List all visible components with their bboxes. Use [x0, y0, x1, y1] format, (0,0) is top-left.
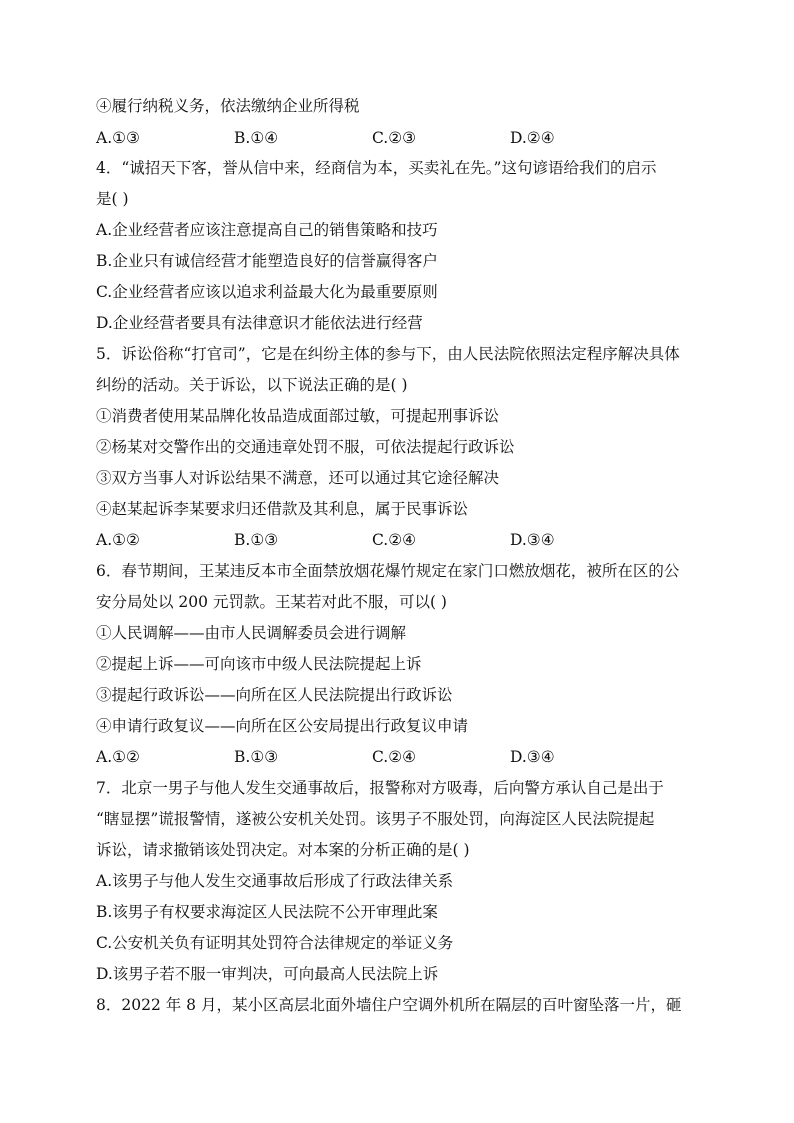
q4-option-c: C.企业经营者应该以追求利益最大化为最重要原则	[96, 283, 438, 301]
q4-option-b: B.企业只有诚信经营才能塑造良好的信誉赢得客户	[96, 252, 438, 270]
option-c: C.②④	[372, 531, 417, 549]
prev-options	[96, 128, 706, 148]
option-b: B.①④	[234, 129, 279, 147]
option-a: A.①②	[96, 748, 140, 766]
option-a: A.①②	[96, 531, 140, 549]
q8-stem-line1: 8．2022 年 8 月，某小区高层北面外墙住户空调外机所在隔层的百叶窗坠落一片，砸	[96, 996, 682, 1014]
q7-option-b: B.该男子有权要求海淀区人民法院不公开审理此案	[96, 903, 438, 921]
q6-item-2: ②提起上诉——可向该市中级人民法院提起上诉	[96, 655, 422, 673]
q6-item-3: ③提起行政诉讼——向所在区人民法院提出行政诉讼	[96, 686, 453, 704]
q7-stem-line1: 7．北京一男子与他人发生交通事故后，报警称对方吸毒，后向警方承认自己是出于	[96, 779, 664, 797]
option-b: B.①③	[234, 531, 279, 549]
option-d: D.③④	[510, 531, 555, 549]
q4-option-a: A.企业经营者应该注意提高自己的销售策略和技巧	[96, 221, 438, 239]
q6-item-4: ④申请行政复议——向所在区公安局提出行政复议申请	[96, 717, 469, 735]
q5-options	[96, 530, 706, 550]
q5-item-3: ③双方当事人对诉讼结果不满意，还可以通过其它途径解决	[96, 469, 500, 487]
q7-option-c: C.公安机关负有证明其处罚符合法律规定的举证义务	[96, 934, 454, 952]
q4-stem-line2: 是( )	[96, 190, 129, 208]
q5-item-1: ①消费者使用某品牌化妆品造成面部过敏，可提起刑事诉讼	[96, 407, 500, 425]
q6-stem-line1: 6．春节期间，王某违反本市全面禁放烟花爆竹规定在家门口燃放烟花，被所在区的公	[96, 562, 680, 580]
option-b: B.①③	[234, 748, 279, 766]
option-d: D.②④	[510, 129, 555, 147]
q6-stem-line2: 安分局处以 200 元罚款。王某若对此不服，可以( )	[96, 593, 447, 611]
prev-item-4: ④履行纳税义务，依法缴纳企业所得税	[96, 97, 360, 115]
q4-stem-line1: 4．“诚招天下客，誉从信中来，经商信为本，买卖礼在先。”这句谚语给我们的启示	[96, 159, 657, 177]
q6-options	[96, 747, 706, 767]
q6-item-1: ①人民调解——由市人民调解委员会进行调解	[96, 624, 407, 642]
option-c: C.②④	[372, 748, 417, 766]
q7-stem-line3: 诉讼，请求撤销该处罚决定。对本案的分析正确的是( )	[96, 841, 470, 859]
option-c: C.②③	[372, 129, 417, 147]
q5-stem-line1: 5．诉讼俗称“打官司”，它是在纠纷主体的参与下，由人民法院依照法定程序解决具体	[96, 345, 680, 363]
q7-stem-line2: “瞎显摆”谎报警情，遂被公安机关处罚。该男子不服处罚，向海淀区人民法院提起	[96, 810, 655, 828]
q5-item-2: ②杨某对交警作出的交通违章处罚不服，可依法提起行政诉讼	[96, 438, 515, 456]
q5-stem-line2: 纠纷的活动。关于诉讼，以下说法正确的是( )	[96, 376, 408, 394]
option-d: D.③④	[510, 748, 555, 766]
q7-option-d: D.该男子若不服一审判决，可向最高人民法院上诉	[96, 965, 439, 983]
q5-item-4: ④赵某起诉李某要求归还借款及其利息，属于民事诉讼	[96, 500, 469, 518]
option-a: A.①③	[96, 129, 140, 147]
q7-option-a: A.该男子与他人发生交通事故后形成了行政法律关系	[96, 872, 454, 890]
q4-option-d: D.企业经营者要具有法律意识才能依法进行经营	[96, 314, 423, 332]
